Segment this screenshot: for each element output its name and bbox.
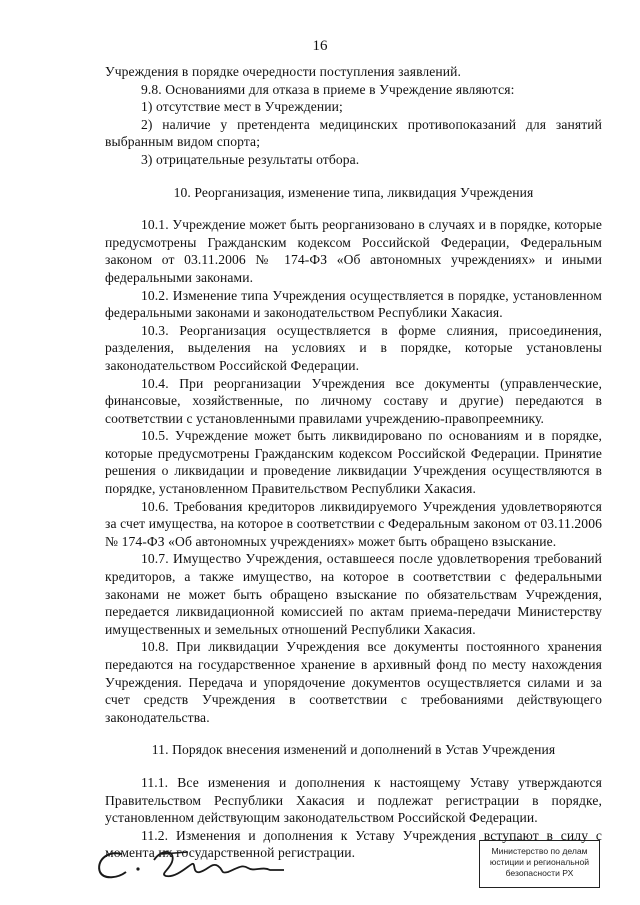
paragraph-10-2: 10.2. Изменение типа Учреждения осуществляется в порядке, установленном федеральными законами и законодательством Республики Хакасия. [105,287,602,321]
list-item-2: 2) наличие у претендента медицинских противопоказаний для занятий выбранным видом спорта; [105,116,602,150]
paragraph-10-6: 10.6. Требования кредиторов ликвидируемого Учреждения удовлетворяются за счет имущества, на которое в соответствии с Федеральным законом от 03.11.2006 № 174-ФЗ «Об автономных учреждениях» может быть обращено взыскание. [105,498,602,549]
paragraph-10-5: 10.5. Учреждение может быть ликвидировано по основаниям и в порядке, которые предусмотрены Гражданским кодексом Российской Федерации. Принятие решения о ликвидации и проведение ликвидации Учреждения осуществляются в порядке, установленном Правительством Республики Хакасия. [105,428,602,497]
section-11-heading: 11. Порядок внесения изменений и дополнений в Устав Учреждения [151,742,556,758]
list-item-3: 3) отрицательные результаты отбора. [141,151,360,167]
paragraph-10-3: 10.3. Реорганизация осуществляется в форме слияния, присоединения, разделения, выделения на условиях и в порядке, которые установлены законодательством Российской Федерации. [105,322,602,373]
document-body [105,63,602,862]
page-number: 16 [312,38,328,54]
paragraph-11-1: 11.1. Все изменения и дополнения к настоящему Уставу утверждаются Правительством Республики Хакасия и подлежат регистрации в порядке, установленном действующим законодательством Российской Федерации. [105,774,602,826]
stamp-line-1: Министерство по делам [491,846,588,856]
paragraph-10-8: 10.8. При ликвидации Учреждения все документы постоянного хранения передаются на государственное хранение в архивный фонд по месту нахождения Учреждения. Передача и упорядочение документов осуществляется силами и за счет средств Учреждения в соответствии с требованиями действующего законодательства. [105,639,602,725]
list-item-1: 1) отсутствие мест в Учреждении; [141,99,343,115]
paragraph-9-8: 9.8. Основаниями для отказа в приеме в Учреждение являются: [141,81,515,97]
stamp-line-3: безопасности РХ [505,868,574,878]
paragraph-continuation: Учреждения в порядке очередности поступления заявлений. [105,64,462,79]
paragraph-10-4: 10.4. При реорганизации Учреждения все документы (управленческие, финансовые, хозяйственные, по личному составу и другие) передаются в соответствии с установленными правилами учреждению-правопреемнику. [105,375,602,426]
handwritten-signature [92,836,292,886]
registration-stamp [479,840,600,888]
section-10-heading: 10. Реорганизация, изменение типа, ликвидация Учреждения [173,184,534,200]
paragraph-10-1: 10.1. Учреждение может быть реорганизовано в случаях и в порядке, которые предусмотрены Гражданским кодексом Российской Федерации, Федеральным законом от 03.11.2006 № 174-ФЗ «Об автономных учреждениях» и иными федеральными законами. [105,217,602,285]
paragraph-11-2: 11.2. Изменения и дополнения к Уставу Учреждения вступают в силу с момента их государственной регистрации. [105,827,602,861]
stamp-line-2: юстиции и региональной [489,857,590,867]
paragraph-10-7: 10.7. Имущество Учреждения, оставшееся после удовлетворения требований кредиторов, а также имущество, на которое в соответствии с федеральными законами не может быть обращено взыскание по обязательствам Учреждения, передается ликвидационной комиссией по актам приема-передачи Министерству имущественных и земельных отношений Республики Хакасия. [105,551,602,637]
